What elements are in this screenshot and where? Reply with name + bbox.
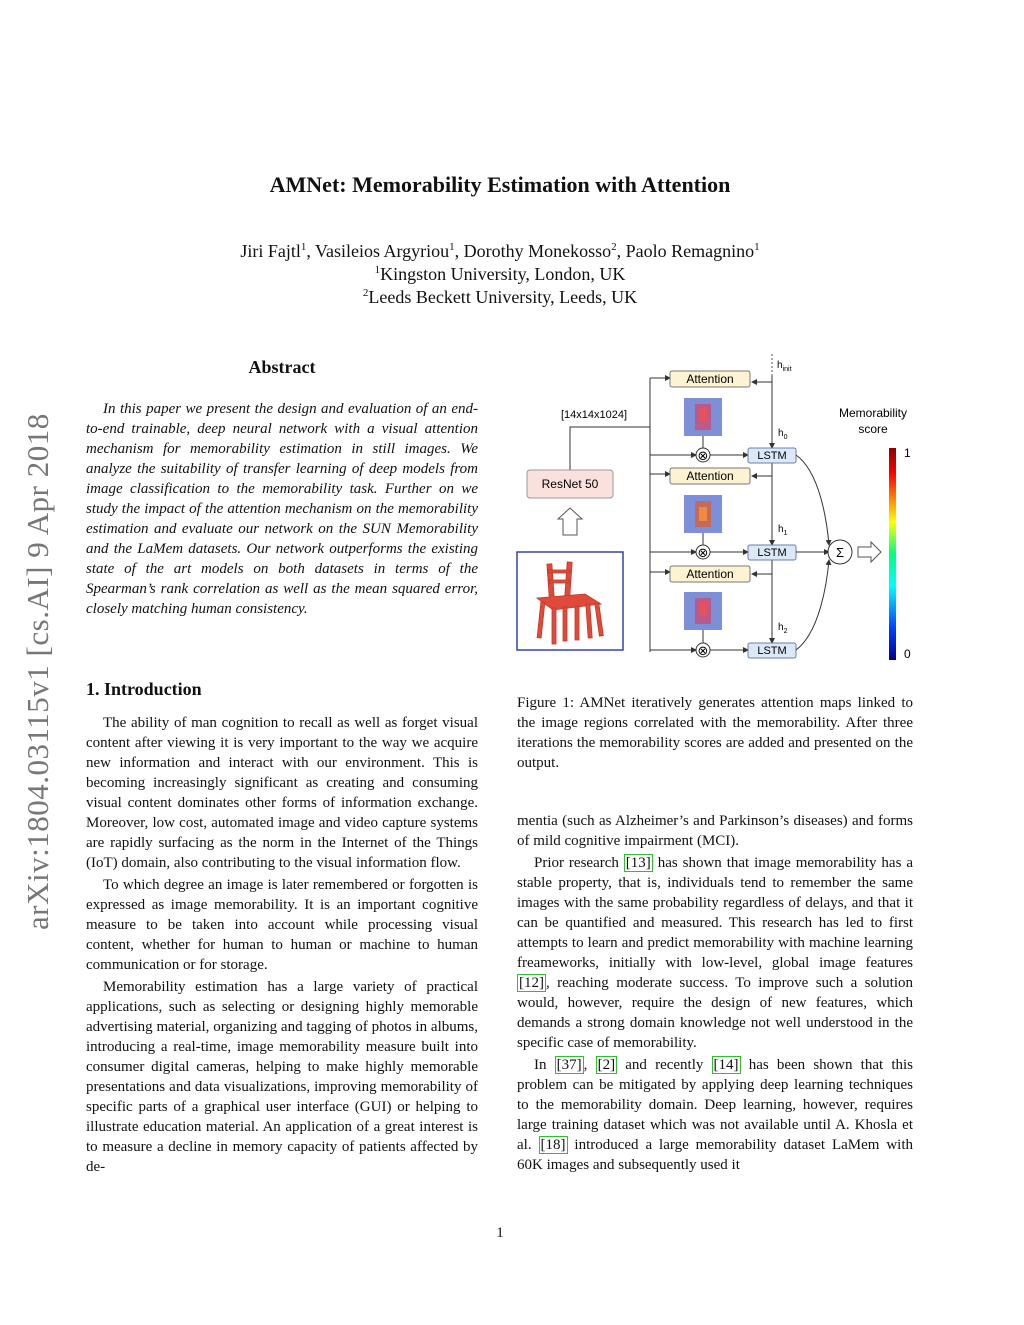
affiliation-1: $^1$Kingston University, London, UK xyxy=(374,264,626,284)
paragraph: In [37] , [2] and recently [14] has been shown that this problem can be mitigated by applying deep learning techniques to the memorability domain. Deep learning, however, requires large training dataset which was not available until A. Khosla et al. [18] introduced a large memorability dataset LaMem with 60K images and subsequently used it xyxy=(517,1057,914,1173)
abstract-text: In this paper we present the design and evaluation of an end-to-end trainable, deep neural network with a visual attention mechanism for memorability estimation in still images. We analyze the suitability of transfer learning of deep models from image classification to the memorability task. Further on we study the impact of the attention mechanism on the memorability estimation and evaluate our network on the SUN Memorability and the LaMem datasets. Our network outperforms the existing state of the art models on both datasets in terms of the Spearman’s rank correlation as well as the mean squared error, closely matching human consistency. xyxy=(86,401,478,617)
score-title-1: Memorability xyxy=(838,406,908,420)
arxiv-identifier: arXiv:1804.03115v1 [cs.AI] 9 Apr 2018 xyxy=(20,413,55,930)
figure-1-diagram xyxy=(515,352,915,664)
affiliation-mark: 1 xyxy=(754,241,760,253)
svg-text:LSTM: LSTM xyxy=(757,645,787,657)
page-number: 1 xyxy=(496,1225,504,1241)
h0-label: $h_0$ xyxy=(778,428,788,441)
score-min: 0 xyxy=(904,647,911,661)
score-colorbar xyxy=(889,448,896,660)
svg-text:⊗: ⊗ xyxy=(697,448,709,463)
svg-text:LSTM: LSTM xyxy=(757,547,787,559)
score-max: 1 xyxy=(904,446,911,460)
author-name: , Vasileios Argyriou xyxy=(306,241,450,261)
paragraph: Memorability estimation has a large variety of practical applications, such as selecting or designing highly memorable advertising material, organizing and tagging of photos in albums, introducing a real-time, image memorability measure built into consumer digital cameras, helping to make highly memorable presentations and data visualizations, improving memorability of specific parts of a graphical user interface (GUI) or helping to illustrate education material. An application of a great interest is to measure a decline in memory capacity of patients affected by de- xyxy=(86,979,478,1175)
attention-map-1 xyxy=(684,398,722,436)
resnet-label: ResNet 50 xyxy=(541,477,599,491)
h2-label: $h_2$ xyxy=(778,622,788,635)
author-list xyxy=(0,240,1000,263)
citation-link[interactable]: [37] xyxy=(556,1057,582,1073)
attention-map-3 xyxy=(684,592,722,630)
h-init-label: $h_{init}$ xyxy=(777,360,792,373)
introduction-heading: 1. Introduction xyxy=(86,679,202,699)
citation-link[interactable]: [14] xyxy=(713,1057,739,1073)
output-arrow-icon xyxy=(858,542,881,562)
paragraph: To which degree an image is later remembered or forgotten is expressed as image memorability. It is an important cognitive measure to be taken into account while processing visual content, whether for human to human or machine to human communication or for storage. xyxy=(86,877,478,973)
svg-text:Attention: Attention xyxy=(686,469,734,483)
author-name: Jiri Fajtl xyxy=(240,241,301,261)
affiliation-2: $^2$Leeds Beckett University, Leeds, UK xyxy=(362,287,638,307)
left-column-body xyxy=(86,713,478,1179)
tensor-shape-label: [14x14x1024] xyxy=(561,409,628,421)
svg-text:LSTM: LSTM xyxy=(757,450,787,462)
paragraph: mentia (such as Alzheimer’s and Parkinson’s diseases) and forms of mild cognitive impairment (MCI). xyxy=(517,813,913,849)
svg-text:⊗: ⊗ xyxy=(697,643,709,658)
paragraph: Prior research [13] has shown that image memorability has a stable property, that is, individuals tend to remember the same images with the same probability regardless of delays, and that it can be quantified and measured. This research has led to first attempts to learn and predict memorability with machine learning freameworks, initially with low-level, global image features [12] , reaching moderate success. To improve such a solution would, however, require the design of new features, which demands a strong domain knowledge not well understood in the specific case of memorability. xyxy=(517,855,913,1051)
citation-link[interactable]: [12] xyxy=(519,975,544,991)
author-block xyxy=(0,240,1000,309)
paper-title: AMNet: Memorability Estimation with Attention xyxy=(269,172,731,197)
up-arrow-icon xyxy=(558,508,582,535)
affiliation-mark: 2 xyxy=(611,241,617,253)
author-name: , Paolo Remagnino xyxy=(616,241,755,261)
citation-link[interactable]: [18] xyxy=(540,1137,566,1153)
abstract-heading: Abstract xyxy=(248,357,316,377)
h1-label: $h_1$ xyxy=(778,524,788,537)
paragraph: The ability of man cognition to recall as well as forget visual content after viewing it is very important to the way we acquire new information and interact with our environment. This is becoming increasingly significant as creating and consuming visual content dominates other forms of information exchange. Moreover, low cost, automated image and video capture systems are rapidly surfacing as the norm in the Internet of the Things (IoT) domain, also contributing to the visual information flow. xyxy=(86,715,478,871)
score-title-2: score xyxy=(858,422,888,436)
affiliation-mark: 1 xyxy=(449,241,455,253)
svg-text:Σ: Σ xyxy=(835,545,845,560)
amnet-architecture xyxy=(515,352,915,664)
author-name: , Dorothy Monekosso xyxy=(454,241,612,261)
svg-text:⊗: ⊗ xyxy=(697,545,709,560)
figure-caption: Figure 1: AMNet iteratively generates attention maps linked to the image regions correlated with the memorability. After three iterations the memorability scores are added and presented on the output. xyxy=(517,695,913,771)
affiliation-mark: 1 xyxy=(300,241,307,253)
citation-link[interactable]: [2] xyxy=(597,1057,616,1073)
citation-link[interactable]: [13] xyxy=(625,855,651,871)
right-column-body xyxy=(517,811,913,1177)
svg-text:Attention: Attention xyxy=(686,372,734,386)
svg-text:Attention: Attention xyxy=(686,567,734,581)
attention-map-2 xyxy=(684,495,722,533)
